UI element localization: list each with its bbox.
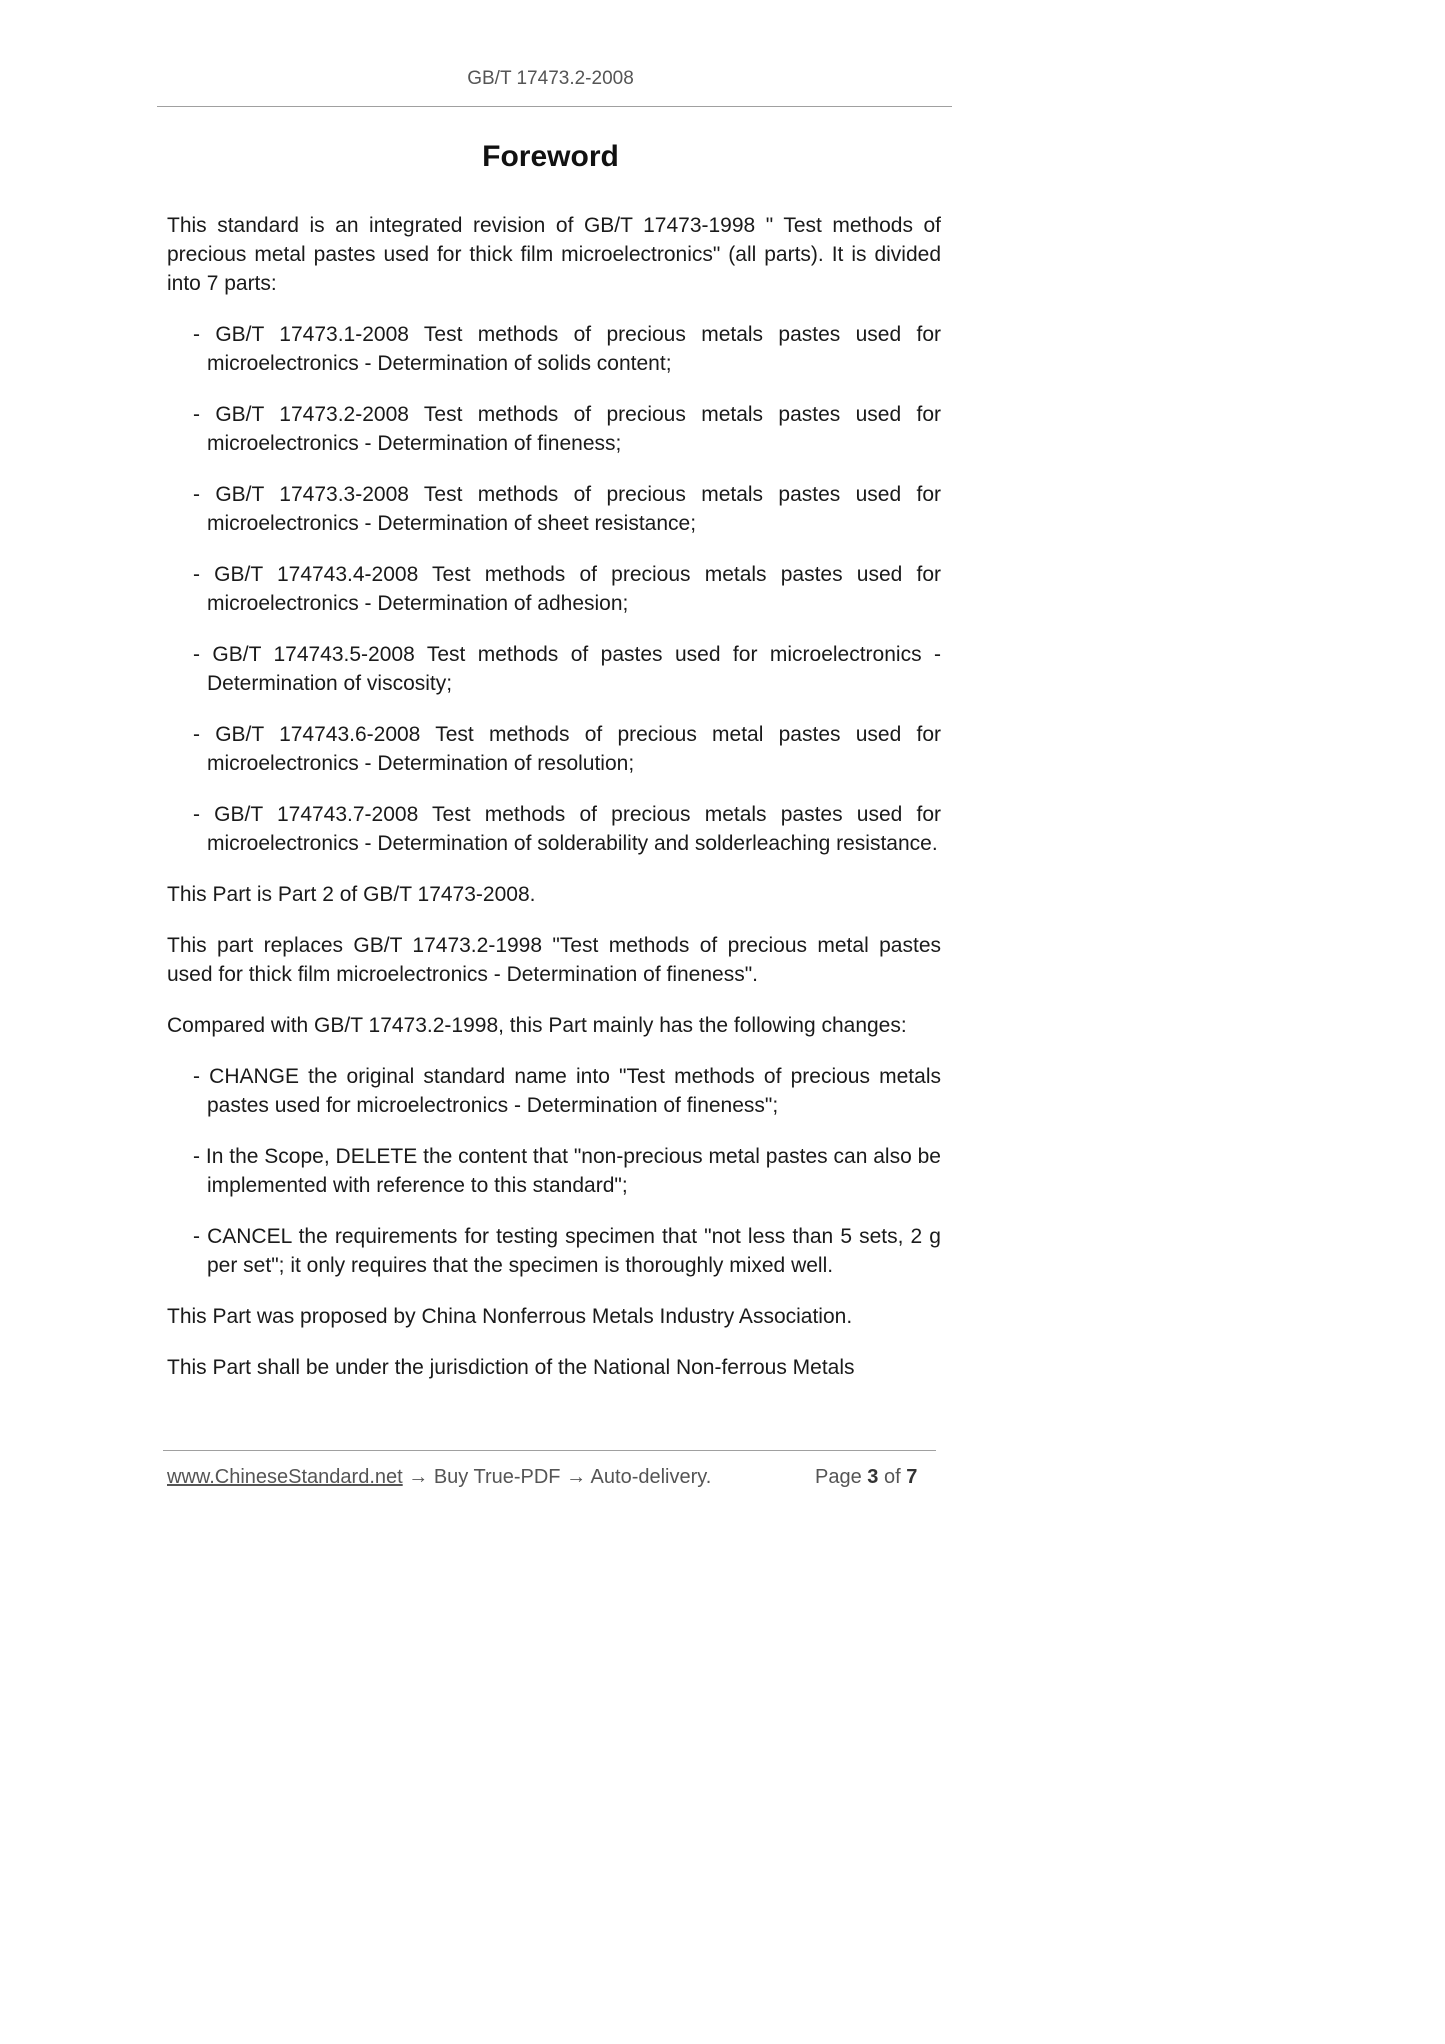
change-list-item-2: - In the Scope, DELETE the content that "non-precious metal pastes can also be implemented with reference to this standard"; [193, 1145, 941, 1197]
footer-divider [163, 1450, 936, 1451]
arrow-right-icon: → [408, 1466, 429, 1488]
part-list-item-7: - GB/T 174743.7-2008 Test methods of precious metals pastes used for microelectronics - Determination of solderability and solderleaching resistance. [193, 803, 941, 855]
document-body [167, 211, 941, 1404]
total-page-count: 7 [906, 1466, 918, 1488]
part-list-item-1: - GB/T 17473.1-2008 Test methods of precious metals pastes used for microelectronics - Determination of solids content; [193, 323, 941, 375]
auto-delivery-text: Auto-delivery. [590, 1466, 712, 1488]
changes-intro-paragraph: Compared with GB/T 17473.2-1998, this Part mainly has the following changes: [167, 1014, 907, 1037]
document-header-title: GB/T 17473.2-2008 [467, 68, 634, 89]
jurisdiction-paragraph: This Part shall be under the jurisdiction of the National Non-ferrous Metals [167, 1356, 855, 1379]
footer-promo [167, 1466, 711, 1489]
proposed-by-paragraph: This Part was proposed by China Nonferrous Metals Industry Association. [167, 1305, 853, 1328]
page-label: Page [815, 1466, 862, 1488]
change-list-item-3: - CANCEL the requirements for testing specimen that "not less than 5 sets, 2 g per set"; it only requires that the specimen is thoroughly mixed well. [193, 1225, 941, 1277]
change-list-item-1: - CHANGE the original standard name into "Test methods of precious metals pastes used for microelectronics - Determination of fineness"; [193, 1065, 941, 1117]
part-number-paragraph: This Part is Part 2 of GB/T 17473-2008. [167, 883, 536, 906]
page-of-label: of [883, 1466, 901, 1488]
part-list-item-3: - GB/T 17473.3-2008 Test methods of precious metals pastes used for microelectronics - Determination of sheet resistance; [193, 483, 941, 535]
page-title: Foreword [482, 140, 619, 173]
page-indicator [815, 1466, 917, 1489]
part-list-item-2: - GB/T 17473.2-2008 Test methods of precious metals pastes used for microelectronics - Determination of fineness; [193, 403, 941, 455]
part-list-item-4: - GB/T 174743.4-2008 Test methods of precious metals pastes used for microelectronics - Determination of adhesion; [193, 563, 941, 615]
website-link[interactable]: www.ChineseStandard.net [167, 1466, 403, 1488]
replaces-paragraph: This part replaces GB/T 17473.2-1998 "Test methods of precious metal pastes used for thick film microelectronics - Determination of fineness". [167, 934, 941, 986]
part-list-item-6: - GB/T 174743.6-2008 Test methods of precious metal pastes used for microelectronics - Determination of resolution; [193, 723, 941, 775]
part-list-item-5: - GB/T 174743.5-2008 Test methods of pastes used for microelectronics - Determination of viscosity; [193, 643, 941, 695]
buy-pdf-text: Buy True-PDF [433, 1466, 561, 1488]
intro-paragraph: This standard is an integrated revision of GB/T 17473-1998 " Test methods of precious metal pastes used for thick film microelectronics" (all parts). It is divided into 7 parts: [167, 214, 941, 295]
current-page-number: 3 [867, 1466, 879, 1488]
arrow-right-icon: → [566, 1466, 587, 1488]
header-divider [157, 106, 952, 107]
